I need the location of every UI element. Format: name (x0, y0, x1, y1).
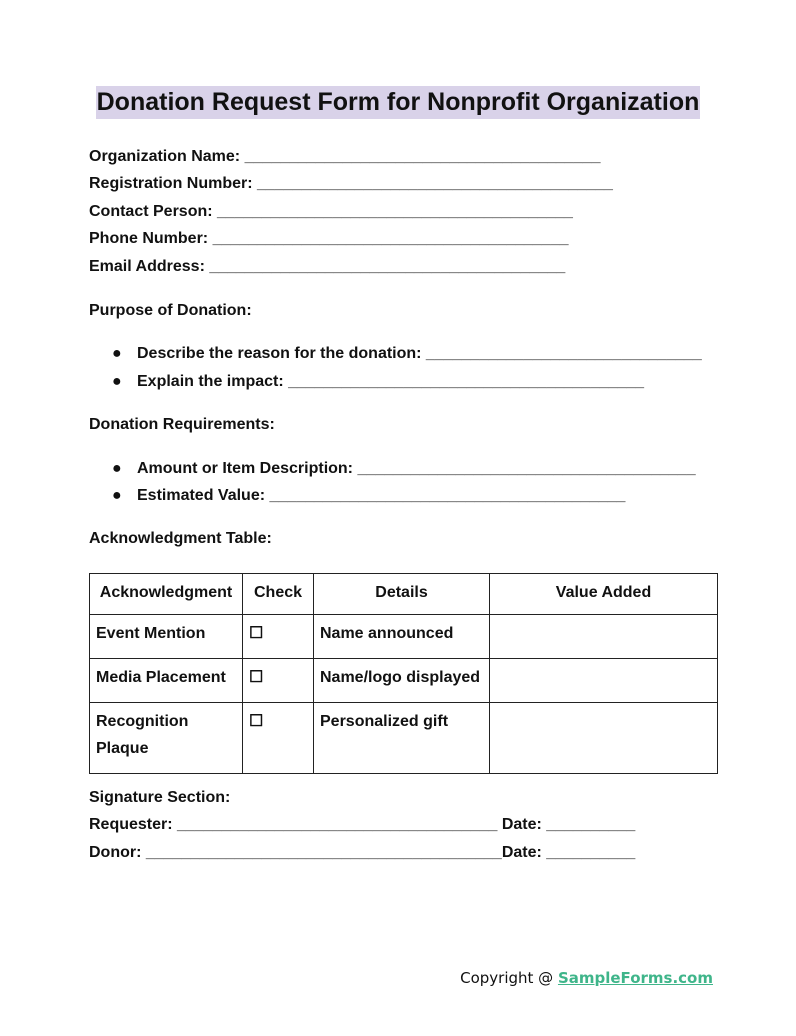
organization-name-field[interactable]: Organization Name: ________________________________________ (89, 148, 601, 165)
copyright-prefix: Copyright @ (460, 969, 558, 987)
purpose-heading: Purpose of Donation: (89, 302, 252, 319)
ack-cell: Event Mention (90, 615, 243, 659)
value-added-cell[interactable] (490, 703, 718, 774)
ack-cell: Recognition Plaque (90, 703, 243, 774)
amount-description-field[interactable]: Amount or Item Description: ______________________________________ (137, 460, 696, 477)
header-value-added: Value Added (490, 574, 718, 615)
ack-cell: Media Placement (90, 659, 243, 703)
copyright-footer (460, 968, 713, 988)
requirements-heading: Donation Requirements: (89, 416, 275, 433)
bullet-icon: ● (112, 345, 122, 362)
details-cell: Name/logo displayed (314, 659, 490, 703)
page-title: Donation Request Form for Nonprofit Organization (96, 86, 701, 119)
email-address-field[interactable]: Email Address: ________________________________________ (89, 258, 566, 275)
ack-table-heading: Acknowledgment Table: (89, 530, 272, 547)
details-cell: Personalized gift (314, 703, 490, 774)
phone-number-field[interactable]: Phone Number: ________________________________________ (89, 230, 569, 247)
table-row (90, 659, 718, 703)
value-added-cell[interactable] (490, 615, 718, 659)
requester-signature-field[interactable]: Requester: ____________________________________ Date: __________ (89, 816, 636, 833)
bullet-icon: ● (112, 373, 122, 390)
registration-number-field[interactable]: Registration Number: ________________________________________ (89, 175, 613, 192)
title-wrap (0, 86, 796, 119)
bullet-icon: ● (112, 487, 122, 504)
header-check: Check (243, 574, 314, 615)
contact-person-field[interactable]: Contact Person: ________________________________________ (89, 203, 573, 220)
details-cell: Name announced (314, 615, 490, 659)
estimated-value-field[interactable]: Estimated Value: ________________________________________ (137, 487, 626, 504)
table-row (90, 615, 718, 659)
brand-link[interactable]: SampleForms.com (557, 969, 713, 987)
signature-heading: Signature Section: (89, 789, 231, 806)
list-item[interactable] (112, 459, 696, 479)
purpose-reason-field[interactable]: Describe the reason for the donation: _______________________________ (137, 345, 702, 362)
donor-signature-field[interactable]: Donor: ________________________________________Date: __________ (89, 844, 636, 861)
list-item[interactable] (112, 372, 644, 392)
header-acknowledgment: Acknowledgment (90, 574, 243, 615)
checkbox[interactable]: ☐ (243, 659, 314, 703)
checkbox[interactable]: ☐ (243, 703, 314, 774)
acknowledgment-table (89, 573, 718, 774)
list-item[interactable] (112, 344, 702, 364)
value-added-cell[interactable] (490, 659, 718, 703)
table-row (90, 703, 718, 774)
bullet-icon: ● (112, 460, 122, 477)
header-details: Details (314, 574, 490, 615)
checkbox[interactable]: ☐ (243, 615, 314, 659)
table-header-row (90, 574, 718, 615)
list-item[interactable] (112, 486, 625, 506)
purpose-impact-field[interactable]: Explain the impact: ________________________________________ (137, 373, 645, 390)
